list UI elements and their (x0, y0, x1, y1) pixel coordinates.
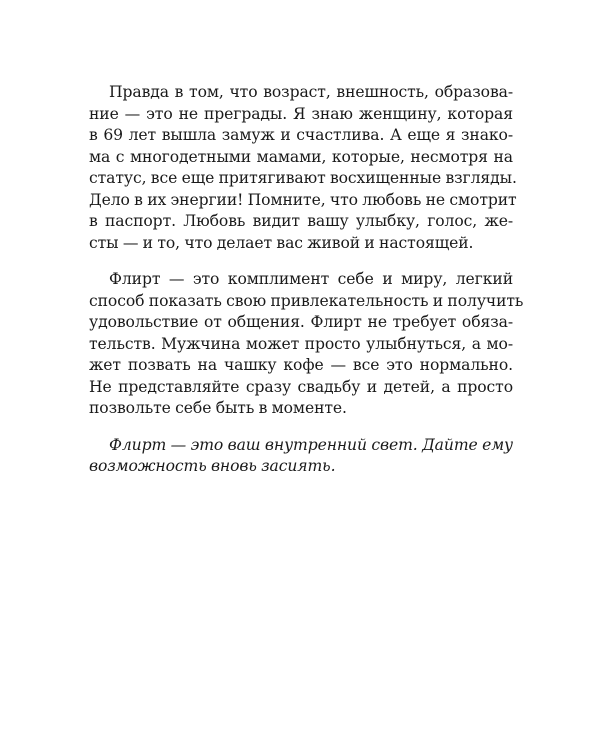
text-line: сты — и то, что делает вас живой и настоящей. (89, 233, 474, 252)
text-line: тельств. Мужчина может просто улыбнуться, а мо- (89, 334, 513, 353)
text-line: в паспорт. Любовь видит вашу улыбку, голос, же- (89, 212, 513, 230)
paragraph-age-not-barrier (89, 82, 517, 254)
paragraph-gap (89, 420, 513, 435)
text-line: ние — это не преграды. Я знаю женщину, которая (89, 104, 513, 123)
text-line: Не представляйте сразу свадьбу и детей, а просто (89, 377, 513, 396)
text-line: жет позвать на чашку кофе — все это нормально. (89, 356, 513, 374)
text-line: удовольствие от общения. Флирт не требует обяза- (89, 313, 513, 331)
text-line: Флирт — это ваш внутренний свет. Дайте ему (109, 435, 513, 454)
text-line: Флирт — это комплимент себе и миру, легкий (109, 270, 513, 288)
text-line: Дело в их энергии! Помните, что любовь не смотрит (89, 190, 517, 209)
text-line: способ показать свою привлекательность и получить (89, 291, 524, 310)
text-line: статус, все еще притягивают восхищенные взгляды. (89, 169, 517, 187)
text-line: Правда в том, что возраст, внешность, образова- (109, 83, 513, 101)
text-line: позвольте себе быть в моменте. (89, 399, 347, 417)
text-line: в 69 лет вышла замуж и счастлива. А еще я знако- (89, 126, 513, 144)
text-line: возможность вновь засиять. (89, 457, 336, 475)
book-page (89, 82, 524, 478)
paragraph-inner-light (89, 435, 513, 478)
text-line: ма с многодетными мамами, которые, несмотря на (89, 147, 513, 166)
paragraph-flirt-compliment (89, 269, 524, 420)
paragraph-gap (89, 254, 513, 269)
